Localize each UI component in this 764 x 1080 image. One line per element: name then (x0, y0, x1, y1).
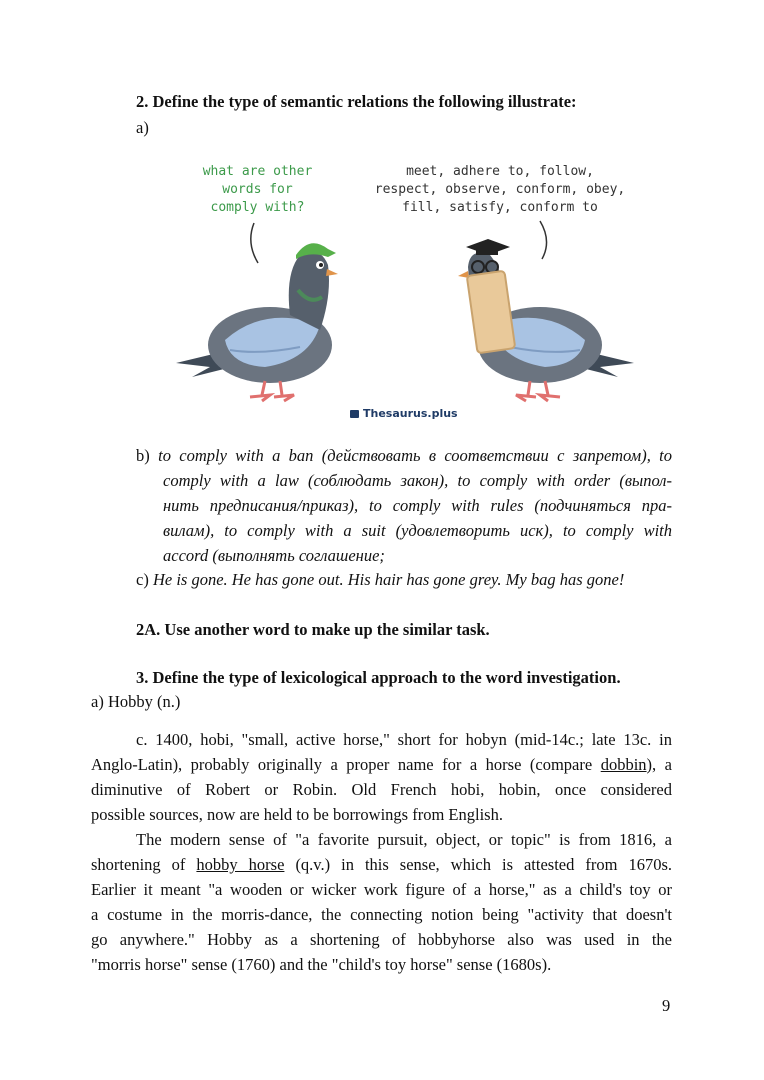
p2-line-3: Earlier it meant "a wooden or wicker work figure of a horse," as a child's toy or (91, 880, 672, 899)
right-speech-text: meet, adhere to, follow, respect, observe, conform, obey, fill, satisfy, conform to (374, 164, 626, 215)
task2a-heading: 2A. Use another word to make up the similar task. (136, 620, 490, 639)
p1-line-1: c. 1400, hobi, "small, active horse," short for hobyn (mid-14c.; late 13c. in (136, 730, 672, 749)
hobby-horse-link[interactable]: hobby horse (196, 855, 285, 874)
task2-label-a: a) (136, 118, 149, 137)
item-b-line-1: b) to comply with a ban (действовать в соответствии с запретом), to (136, 446, 672, 465)
p1-line-3: diminutive of Robert or Robin. Old French hobi, hobin, once considered (91, 780, 672, 799)
p1-line-2: Anglo-Latin), probably originally a proper name for a horse (compare dobbin), a (91, 755, 672, 774)
item-b-line-4: вилам), to comply with a suit (удовлетворить иск), to comply with (163, 521, 672, 540)
task3-heading: 3. Define the type of lexicological approach to the word investigation. (136, 668, 621, 687)
right-pigeon (458, 239, 634, 401)
book-icon (350, 410, 359, 418)
left-pigeon (176, 243, 338, 401)
dobbin-link[interactable]: dobbin (600, 755, 647, 774)
task2-heading: 2. Define the type of semantic relations the following illustrate: (136, 92, 577, 111)
p2-line-1: The modern sense of "a favorite pursuit, object, or topic" is from 1816, a (136, 830, 672, 849)
p2-line-5: go anywhere." Hobby as a shortening of hobbyhorse also was used in the (91, 930, 672, 949)
p1-line-4: possible sources, now are held to be borrowings from English. (91, 805, 503, 824)
item-b-line-5: accord (выполнять соглашение; (163, 546, 385, 565)
pigeons-drawing (170, 155, 640, 425)
item-b-line-3: нить предписания/приказ), to comply with rules (подчиняться пра- (163, 496, 672, 515)
pigeon-illustration (170, 155, 640, 425)
page-number: 9 (662, 996, 671, 1015)
p2-line-4: a costume in the morris-dance, the connecting notion being "activity that doesn't (91, 905, 672, 924)
p2-line-6: "morris horse" sense (1760) and the "child's toy horse" sense (1680s). (91, 955, 552, 974)
item-c: c) He is gone. He has gone out. His hair has gone grey. My bag has gone! (136, 570, 625, 589)
p2-line-2: shortening of hobby horse (q.v.) in this sense, which is attested from 1670s. (91, 855, 673, 874)
left-speech-text: what are other words for comply with? (202, 164, 313, 215)
task3-label-a: a) Hobby (n.) (91, 692, 181, 711)
item-b-line-2: comply with a law (соблюдать закон), to comply with order (выпол- (163, 471, 672, 490)
thesaurus-credit: Thesaurus.plus (350, 407, 458, 420)
